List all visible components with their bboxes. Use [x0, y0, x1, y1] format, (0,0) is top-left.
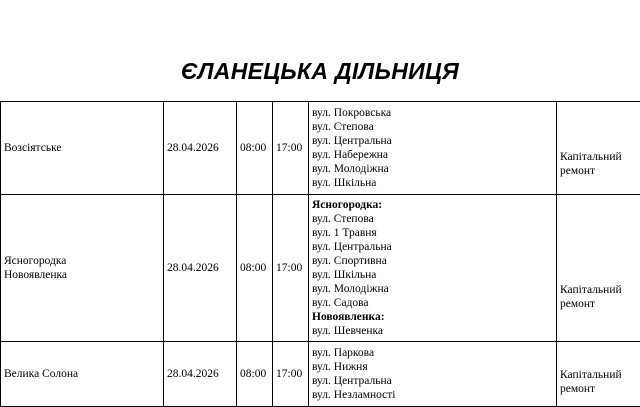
- settlement-cell: Велика Солона: [1, 342, 164, 407]
- end-time-cell: 17:00: [273, 195, 309, 342]
- street-item: вул. Шкільна: [312, 177, 377, 189]
- street-item: вул. Набережна: [312, 149, 389, 161]
- streets-cell: [309, 102, 557, 195]
- street-item: вул. 1 Травня: [312, 227, 377, 239]
- streets-cell: [309, 195, 557, 342]
- street-item: вул. Паркова: [312, 347, 375, 359]
- end-time-cell: 17:00: [273, 102, 309, 195]
- table-row: [1, 102, 640, 195]
- work-type-cell: [557, 102, 640, 195]
- street-item: вул. Нижня: [312, 361, 368, 373]
- outage-schedule-table: [0, 101, 640, 407]
- street-item: вул. Молодіжна: [312, 163, 389, 175]
- end-time-cell: 17:00: [273, 342, 309, 407]
- table-row: [1, 342, 640, 407]
- street-item: вул. Покровська: [312, 107, 392, 119]
- work-type-line: Капітальний: [560, 368, 622, 381]
- street-item: вул. Шкільна: [312, 269, 377, 281]
- date-cell: 28.04.2026: [164, 102, 237, 195]
- page-title: ЄЛАНЕЦЬКА ДІЛЬНИЦЯ: [180, 58, 460, 84]
- work-type-cell: [557, 195, 640, 342]
- street-item: вул. Шевченка: [312, 325, 384, 337]
- start-time-cell: 08:00: [237, 102, 273, 195]
- work-type-line: ремонт: [560, 382, 596, 395]
- settlement-cell: Возсіятське: [1, 102, 164, 195]
- table-row: [1, 195, 640, 342]
- street-item: вул. Центральна: [312, 375, 392, 387]
- village-heading: Новоявленка:: [312, 311, 385, 323]
- street-item: вул. Степова: [312, 213, 374, 225]
- work-type-line: Капітальний: [560, 284, 622, 296]
- date-cell: 28.04.2026: [164, 195, 237, 342]
- settlement-line: Ясногородка: [4, 255, 67, 267]
- start-time-cell: 08:00: [237, 342, 273, 407]
- street-item: вул. Молодіжна: [312, 283, 389, 295]
- village-heading: Ясногородка:: [312, 199, 383, 211]
- street-item: вул. Незламності: [312, 389, 396, 401]
- street-item: вул. Садова: [312, 297, 369, 309]
- streets-cell: [309, 342, 557, 407]
- settlement-line: Новоявленка: [4, 269, 68, 281]
- street-item: вул. Центральна: [312, 241, 392, 253]
- work-type-cell: [557, 342, 640, 407]
- date-cell: 28.04.2026: [164, 342, 237, 407]
- work-type-line: Капітальний: [560, 150, 622, 163]
- street-item: вул. Центральна: [312, 135, 392, 147]
- start-time-cell: 08:00: [237, 195, 273, 342]
- work-type-line: ремонт: [560, 298, 596, 310]
- street-item: вул. Спортивна: [312, 255, 387, 267]
- settlement-cell: [1, 195, 164, 342]
- work-type-line: ремонт: [560, 164, 596, 177]
- street-item: вул. Степова: [312, 121, 374, 133]
